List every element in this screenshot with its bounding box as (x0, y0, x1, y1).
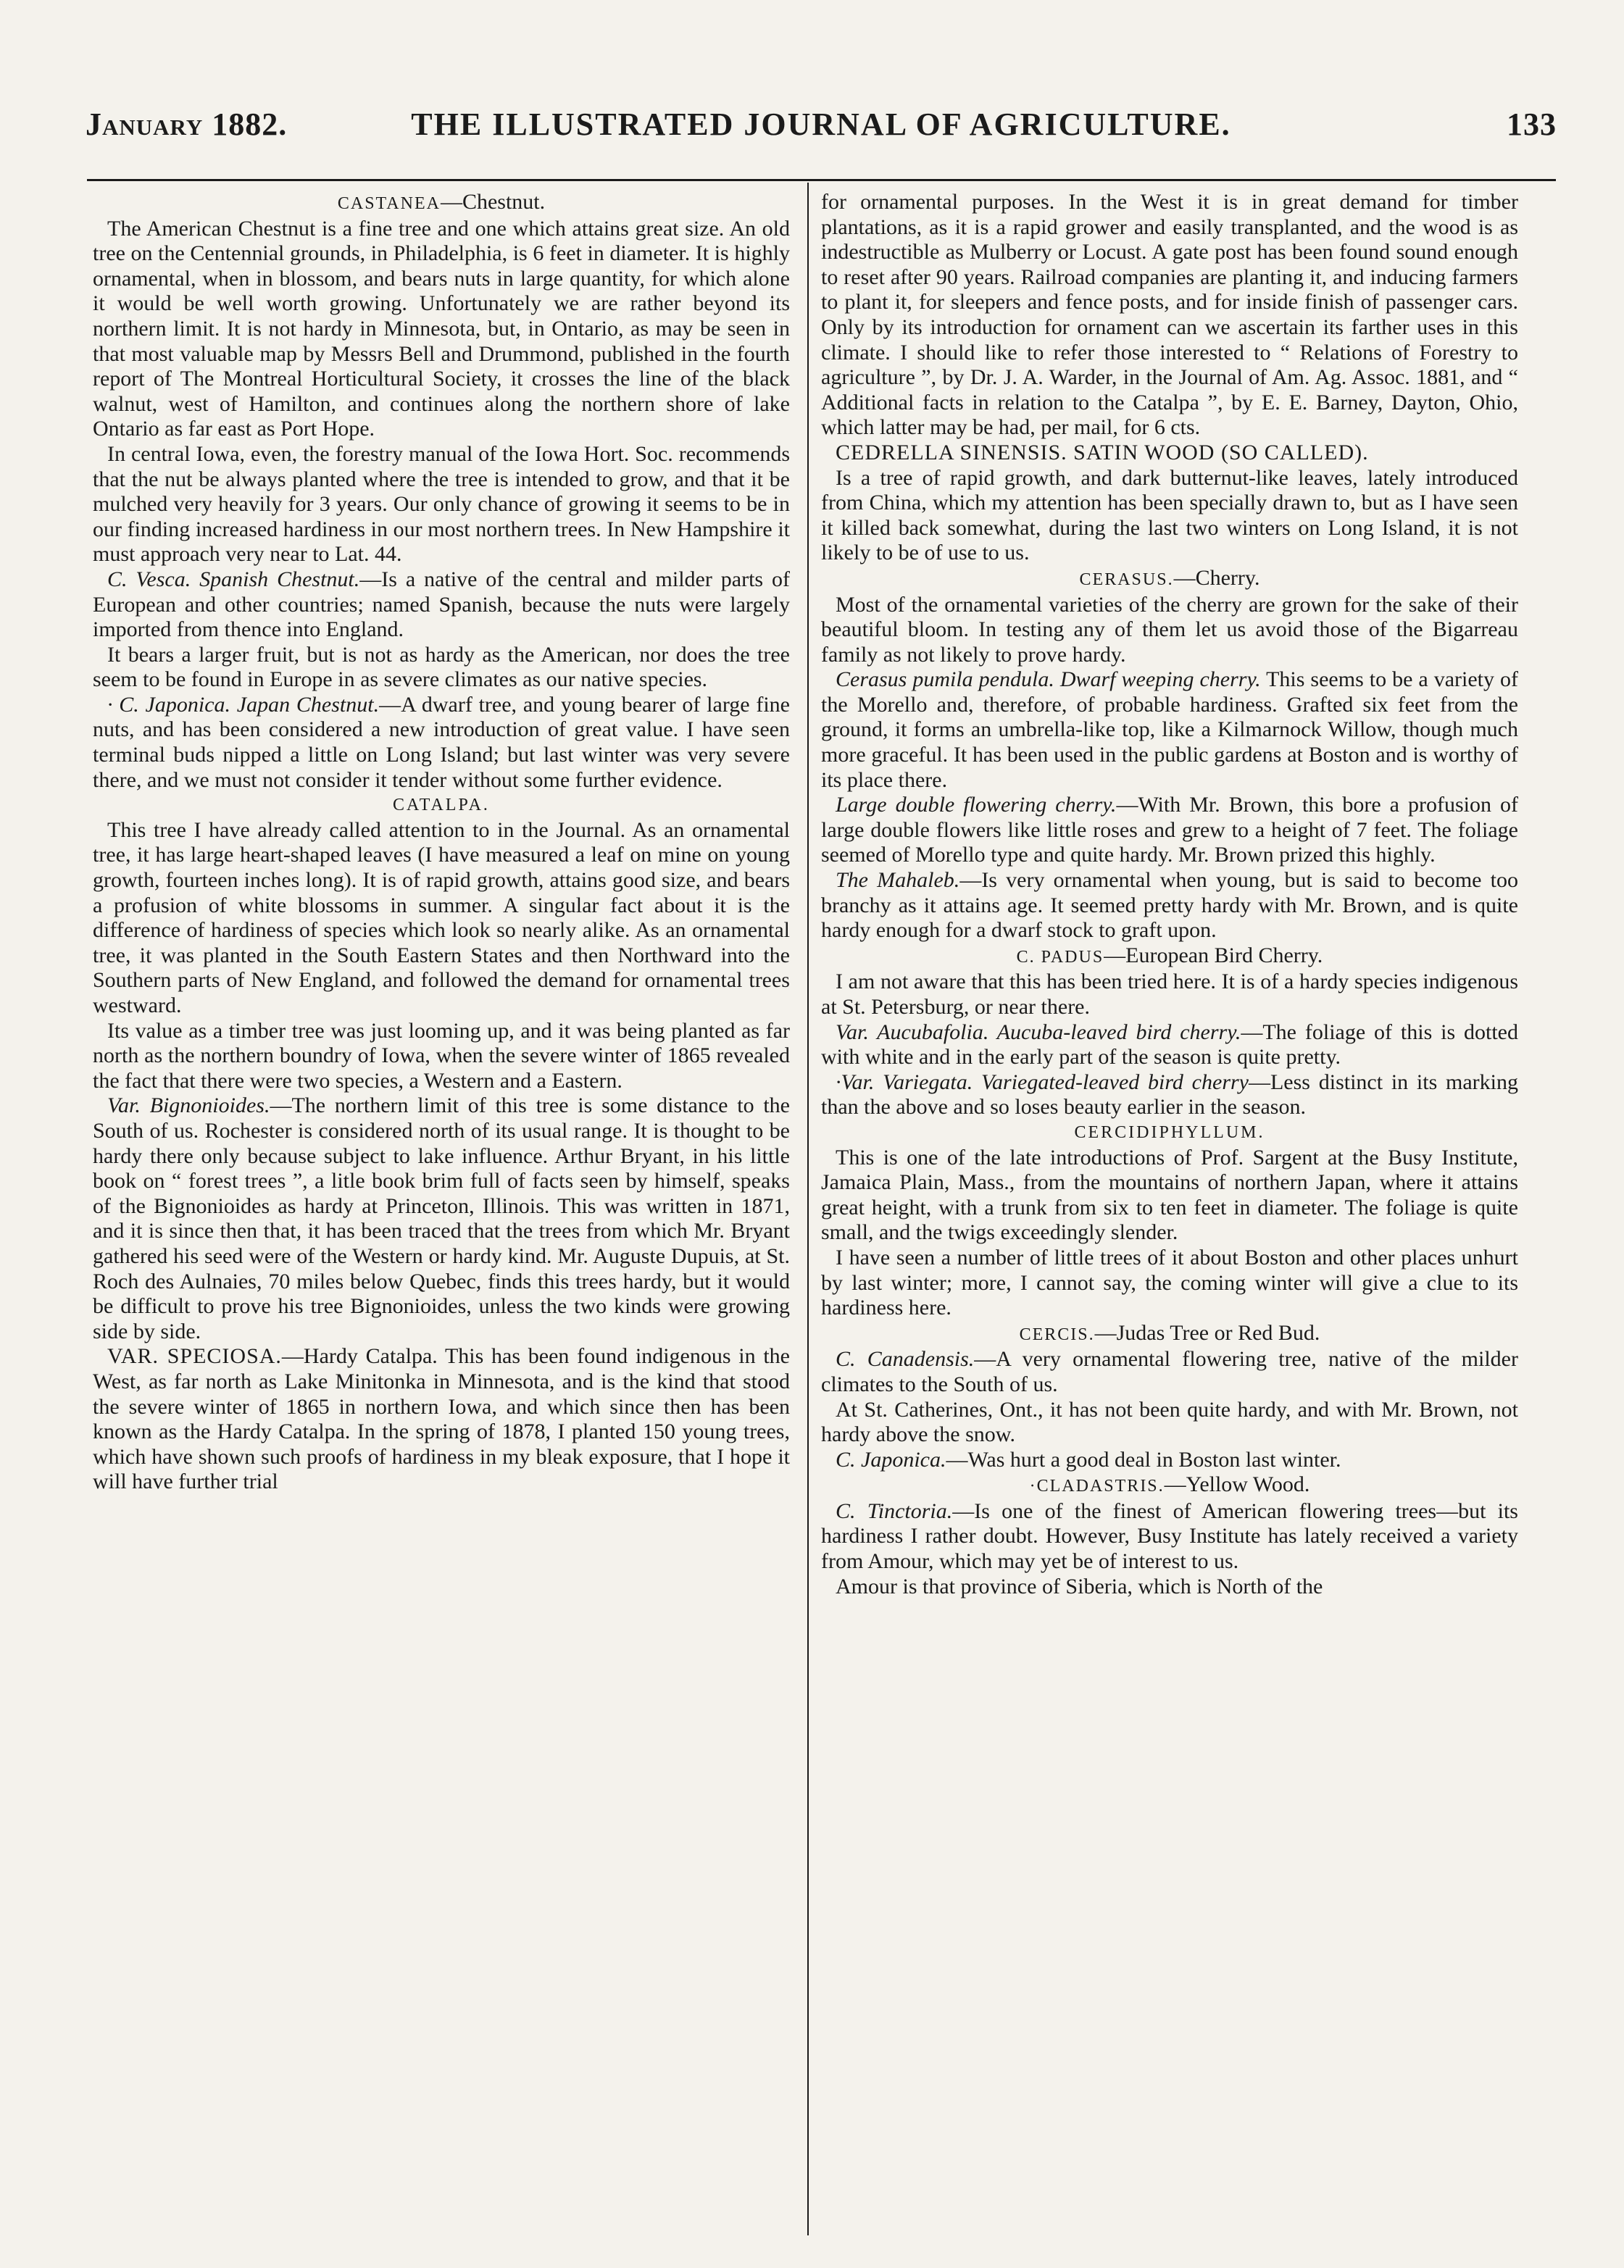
header-rule (87, 179, 1556, 181)
heading-tail: —Yellow Wood. (1164, 1472, 1310, 1497)
paragraph-text: This seems to be a variety of the Morello and, therefore, of probable hardiness. Grafted six feet from the ground, it forms an umbrella-like top, like a Kilmarnock Willow, though much more graceful. It has been used in the public gardens at Boston and is worthy of its place there. (821, 667, 1518, 792)
heading-label: CASTANEA (337, 194, 441, 213)
species-name: Var. Bignonioides. (107, 1093, 270, 1118)
species-name: C. Vesca. Spanish Chestnut. (107, 567, 360, 591)
paragraph: Is a tree of rapid growth, and dark butternut-like leaves, lately introduced from China, which my attention has been specially drawn to, but as I have seen it killed back somewhat, during the last two winters on Long Island, it is not likely to be of use to us. (821, 465, 1518, 565)
species-name: VAR. SPECIOSA. (107, 1344, 282, 1369)
paragraph: The American Chestnut is a fine tree and one which attains great size. An old tree on the Centennial grounds, in Philadelphia, is 6 feet in diameter. It is highly ornamental, when in blossom, and bears nuts in large quantity, for which alone it would be well worth growing. Unfortunately we are rather beyond its northern limit. It is not hardy in Minnesota, but, in Ontario, as may be seen in that most valuable map by Messrs Bell and Drummond, published in the fourth report of The Montreal Horticultural Society, it crosses the line of the black walnut, west of Hamilton, and continues along the northern shore of lake Ontario as far east as Port Hope. (93, 216, 790, 441)
paragraph-text: —The foliage of this is dotted with white and in the early part of the season is quite pretty. (821, 1020, 1518, 1070)
paragraph (93, 693, 790, 793)
left-column (93, 190, 790, 2240)
paragraph-text: —Was hurt a good deal in Boston last winter. (946, 1447, 1341, 1472)
species-name: Large double flowering cherry. (836, 793, 1117, 817)
section-heading-cerasus (821, 566, 1518, 593)
species-name: Var. Aucubafolia. Aucuba-leaved bird cherry. (836, 1020, 1241, 1044)
section-heading-cercis (821, 1321, 1518, 1348)
paragraph: Most of the ornamental varieties of the cherry are grown for the sake of their beautiful bloom. In testing any of them let us avoid those of the Bigarreau family as not likely to prove hardy. (821, 592, 1518, 667)
species-name: · C. Japonica. Japan Chestnut. (107, 692, 380, 717)
paragraph-text: —With Mr. Brown, this bore a profusion of large double flowers like little roses and grew to a height of 7 feet. The foliage seemed of Morello type and quite hardy. Mr. Brown prized this highly. (821, 793, 1518, 867)
paragraph-text: —A very ornamental flowering tree, native of the milder climates to the South of us. (821, 1347, 1518, 1396)
paragraph-text: —Is a native of the central and milder parts of European and other countries; named Spanish, because the nuts were largely imported from thence into England. (93, 567, 790, 642)
issue-date: January 1882. (86, 107, 288, 142)
section-heading-castanea (93, 190, 790, 217)
paragraph (93, 1344, 790, 1495)
heading-label: C. PADUS (1016, 947, 1104, 967)
paragraph (821, 1020, 1518, 1070)
paragraph: In central Iowa, even, the forestry manual of the Iowa Hort. Soc. recommends that the nut be always planted where the tree is intended to grow, and that it be mulched very heavily for 3 years. Our only chance of growing it seems to be in our finding increased hardiness in our most northern trees. In New Hampshire it must approach very near to Lat. 44. (93, 441, 790, 567)
paragraph: for ornamental purposes. In the West it is in great demand for timber plantations, as it is a rapid grower and easily transplanted, and the wood is as indestructible as Mulberry or Locust. A gate post has been found sound enough to reset after 90 years. Railroad companies are planting it, and inducing farmers to plant it, for sleepers and fence posts, and for inside finish of passenger cars. Only by its introduction for ornament can we ascertain its farther uses in this climate. I should like to refer those interested to “ Relations of Forestry to agriculture ”, by Dr. J. A. Warder, in the Journal of Am. Ag. Assoc. 1881, and “ Additional facts in relation to the Catalpa ”, by E. E. Barney, Dayton, Ohio, which latter may be had, per mail, for 6 cts. (821, 190, 1518, 440)
heading-tail: —Judas Tree or Red Bud. (1094, 1320, 1320, 1345)
section-heading-cercidiphyllum: CERCIDIPHYLLUM. (1074, 1122, 1265, 1142)
paragraph: I am not aware that this has been tried here. It is of a hardy species indigenous at St. Petersburg, or near there. (821, 970, 1518, 1019)
paragraph-text: —Less distinct in its marking than the above and so loses beauty earlier in the season. (821, 1070, 1518, 1120)
journal-title: THE ILLUSTRATED JOURNAL OF AGRICULTURE. (411, 107, 1231, 142)
paragraph: Its value as a timber tree was just looming up, and it was being planted as far north as the northern boundry of Iowa, when the severe winter of 1865 revealed the fact that there were two species, a Western and a Eastern. (93, 1018, 790, 1093)
heading-label: CEDRELLA SINENSIS. SATIN WOOD (SO CALLED). (836, 440, 1369, 464)
heading-label: ·CLADASTRIS. (1029, 1477, 1165, 1496)
paragraph: This tree I have already called attention to in the Journal. As an ornamental tree, it has large heart-shaped leaves (I have measured a leaf on mine on young growth, fourteen inches long). It is of rapid growth, attains good size, and bears a profusion of white blossoms in summer. A singular fact about it is the difference of hardiness of species which look so nearly alike. As an ornamental tree, it was planted in the South Eastern States and then Northward into the Southern parts of New England, and followed the demand for ornamental trees westward. (93, 817, 790, 1017)
section-heading-padus (821, 943, 1518, 970)
paragraph-text: —Hardy Catalpa. This has been found indigenous in the West, as far north as Lake Minitonka in Minnesota, and is the kind that stood the severe winter of 1865 in northern Iowa, and which since then has been known as the Hardy Catalpa. In the spring of 1878, I planted 150 young trees, which have shown such proofs of hardiness in my bleak exposure, that I hope it will have further trial (93, 1344, 790, 1494)
species-name: C. Tinctoria. (836, 1498, 953, 1523)
paragraph: It bears a larger fruit, but is not as hardy as the American, nor does the tree seem to be found in Europe in as severe climates as our native species. (93, 642, 790, 692)
page-header (86, 93, 1557, 165)
paragraph (93, 567, 790, 643)
species-name: The Mahaleb. (836, 868, 960, 893)
section-heading-cedrella (821, 441, 1518, 466)
heading-label: CERASUS. (1079, 570, 1174, 589)
paragraph-text: —Is one of the finest of American flowering trees—but its hardiness I rather doubt. However, Busy Institute has lately received a variety from Amour, which may yet be of interest to us. (821, 1498, 1518, 1574)
section-heading-catalpa: CATALPA. (393, 796, 490, 815)
paragraph (821, 1070, 1518, 1120)
paragraph: At St. Catherines, Ont., it has not been quite hardy, and with Mr. Brown, not hardy above the snow. (821, 1397, 1518, 1447)
species-name: C. Canadensis. (836, 1347, 975, 1372)
paragraph (821, 1499, 1518, 1575)
column-divider (807, 183, 809, 2235)
species-name: ·Var. Variegata. Variegated-leaved bird cherry (836, 1070, 1249, 1094)
page-number: 133 (1507, 107, 1557, 142)
paragraph: I have seen a number of little trees of it about Boston and other places unhurt by last winter; more, I cannot say, the coming winter will give a clue to its hardiness here. (821, 1245, 1518, 1320)
paragraph: This is one of the late introductions of Prof. Sargent at the Busy Institute, Jamaica Plain, Mass., from the mountains of northern Japan, where it attains great height, with a trunk from six to ten feet in diameter. The foliage is quite small, and the twigs exceedingly slender. (821, 1145, 1518, 1245)
paragraph-text: —The northern limit of this tree is some distance to the South of us. Rochester is considered north of its usual range. It is thought to be hardy there only because subject to lake influence. Arthur Bryant, in his little book on “ forest trees ”, a litle book brim full of facts seen by himself, speaks of the Bignonioides as hardy at Princeton, Illinois. This was written in 1871, and it is since then that, it has been traced that the trees from which Mr. Bryant gathered his seed were of the Western or hardy kind. Mr. Auguste Dupuis, at St. Roch des Aulnaies, 70 miles below Quebec, finds this trees hardy, but it would be difficult to prove his tree Bignonioides, unless the two kinds were growing side by side. (93, 1093, 790, 1343)
heading-tail: —Chestnut. (440, 190, 546, 214)
heading-label: CERCIS. (1019, 1325, 1095, 1344)
paragraph (93, 1093, 790, 1344)
heading-tail: —European Bird Cherry. (1104, 943, 1323, 967)
paragraph (821, 868, 1518, 943)
paragraph: Amour is that province of Siberia, which is North of the (836, 1574, 1323, 1598)
species-name: C. Japonica. (836, 1447, 946, 1472)
paragraph (821, 793, 1518, 868)
right-column (821, 190, 1518, 2240)
section-heading-cladastris (821, 1472, 1518, 1499)
paragraph (821, 1448, 1518, 1473)
heading-tail: —Cherry. (1173, 565, 1260, 590)
paragraph (821, 667, 1518, 793)
paragraph-text: —A dwarf tree, and young bearer of large fine nuts, and has been considered a new introduction of great value. I have seen terminal buds nipped a little on Long Island; but last winter was very severe there, and we must not consider it tender without some further evidence. (93, 692, 790, 792)
species-name: Cerasus pumila pendula. Dwarf weeping cherry. (836, 667, 1261, 692)
paragraph-text: —Is very ornamental when young, but is said to become too branchy as it attains age. It seemed pretty hardy with Mr. Brown, and is quite hardy enough for a dwarf stock to graft upon. (821, 868, 1518, 943)
paragraph (821, 1347, 1518, 1397)
